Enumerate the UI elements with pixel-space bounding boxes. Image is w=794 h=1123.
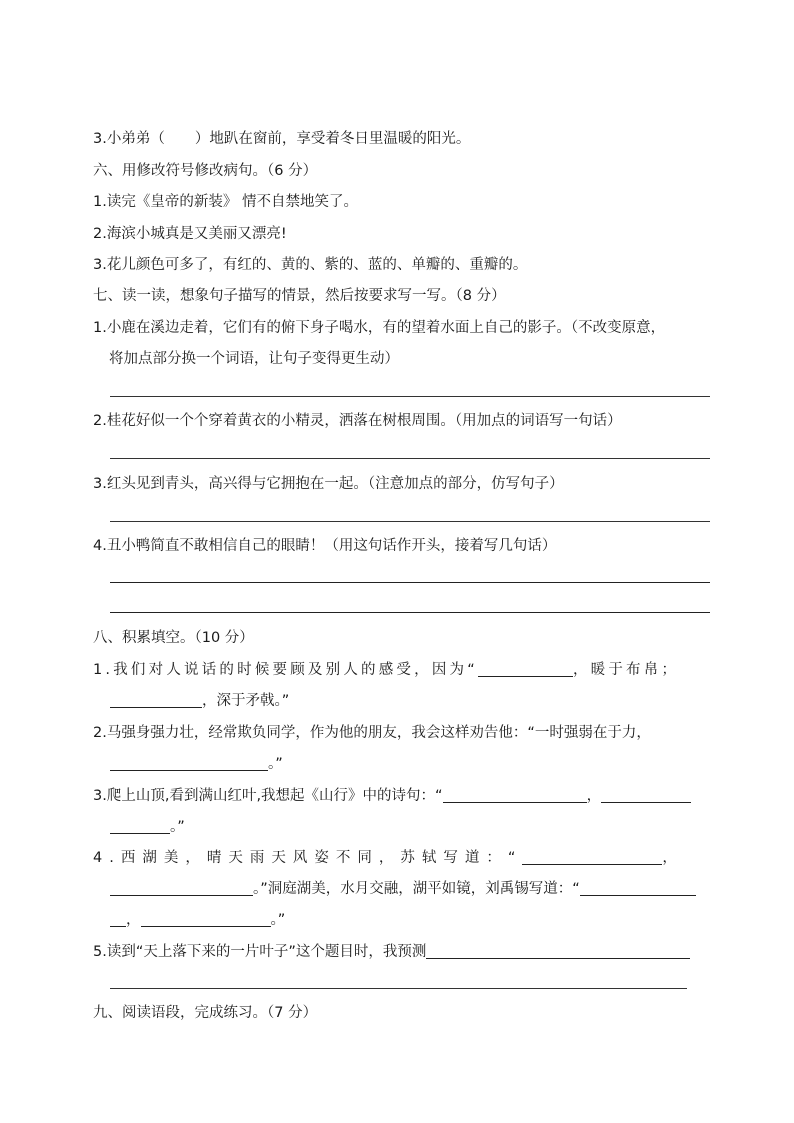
- s8-question-3-line-2: 。”: [110, 818, 185, 836]
- fill-blank[interactable]: [110, 693, 202, 708]
- s6-question-2: 2.海滨小城真是又美丽又漂亮!: [93, 226, 287, 242]
- fill-blank[interactable]: [601, 788, 691, 803]
- answer-line[interactable]: [110, 458, 710, 459]
- fill-blank[interactable]: [522, 850, 662, 865]
- fill-blank[interactable]: [110, 819, 170, 834]
- answer-line[interactable]: [110, 396, 710, 397]
- s8-question-2-line-2: 。”: [110, 755, 283, 773]
- s7-question-3: 3.红头见到青头，高兴得与它拥抱在一起。（注意加点的部分，仿写句子）: [93, 476, 564, 492]
- s6-question-1: 1.读完《皇帝的新装》 情不自禁地笑了。: [93, 194, 358, 210]
- s8-question-1-line-1: 1.我们对人说话的时候要顾及别人的感受，因为“ ，暖于布帛；: [93, 662, 680, 678]
- s8-question-1-line-2: ，深于矛戟。”: [110, 692, 289, 710]
- s7-question-2: 2.桂花好似一个个穿着黄衣的小精灵，洒落在树根周围。（用加点的词语写一句话）: [93, 413, 622, 429]
- section-8-title: 八、积累填空。（10 分）: [93, 630, 254, 646]
- fill-blank[interactable]: [426, 944, 690, 959]
- fill-blank[interactable]: [110, 756, 268, 771]
- fill-blank[interactable]: [478, 662, 573, 677]
- s8-question-4-line-1: 4.西湖美，晴天雨天风姿不同，苏轼写道：“ ，: [93, 850, 684, 866]
- s8-question-4-line-2: 。”洞庭湖美，水月交融，湖平如镜，刘禹锡写道：“: [110, 880, 696, 898]
- s6-question-3: 3.花儿颜色可多了，有红的、黄的、紫的、蓝的、单瓣的、重瓣的。: [93, 257, 528, 273]
- section-7-title: 七、读一读，想象句子描写的情景，然后按要求写一写。（8 分）: [93, 288, 506, 304]
- fill-blank[interactable]: [580, 881, 696, 896]
- s8-question-2-line-1: 2.马强身强力壮，经常欺负同学，作为他的朋友，我会这样劝告他：“一时强弱在于力，: [93, 725, 651, 741]
- s8-question-4-line-3: ， 。”: [110, 911, 285, 929]
- s8-question-3-line-1: 3.爬上山顶,看到满山红叶,我想起《山行》中的诗句：“ ，: [93, 787, 691, 805]
- section-9-title: 九、阅读语段，完成练习。（7 分）: [93, 1005, 318, 1021]
- section-6-title: 六、用修改符号修改病句。（6 分）: [93, 163, 318, 179]
- s8-question-5: 5.读到“天上落下来的一片叶子”这个题目时，我预测: [93, 943, 690, 961]
- fill-blank[interactable]: [110, 881, 253, 896]
- fill-blank[interactable]: [141, 912, 271, 927]
- s7-question-1-line-1: 1.小鹿在溪边走着，它们有的俯下身子喝水，有的望着水面上自己的影子。（不改变原意，: [93, 320, 666, 336]
- s7-question-4: 4.丑小鸭简直不敢相信自己的眼睛！（用这句话作开头，接着写几句话）: [93, 538, 557, 554]
- answer-line[interactable]: [110, 612, 710, 613]
- fill-blank[interactable]: [443, 788, 587, 803]
- answer-line[interactable]: [110, 582, 710, 583]
- answer-line[interactable]: [110, 521, 710, 522]
- fill-blank[interactable]: [110, 912, 126, 927]
- s7-question-1-line-2: 将加点部分换一个词语，让句子变得更生动）: [109, 351, 399, 367]
- s5-question-3: 3.小弟弟（ ）地趴在窗前，享受着冬日里温暖的阳光。: [93, 131, 471, 147]
- answer-line[interactable]: [110, 988, 687, 989]
